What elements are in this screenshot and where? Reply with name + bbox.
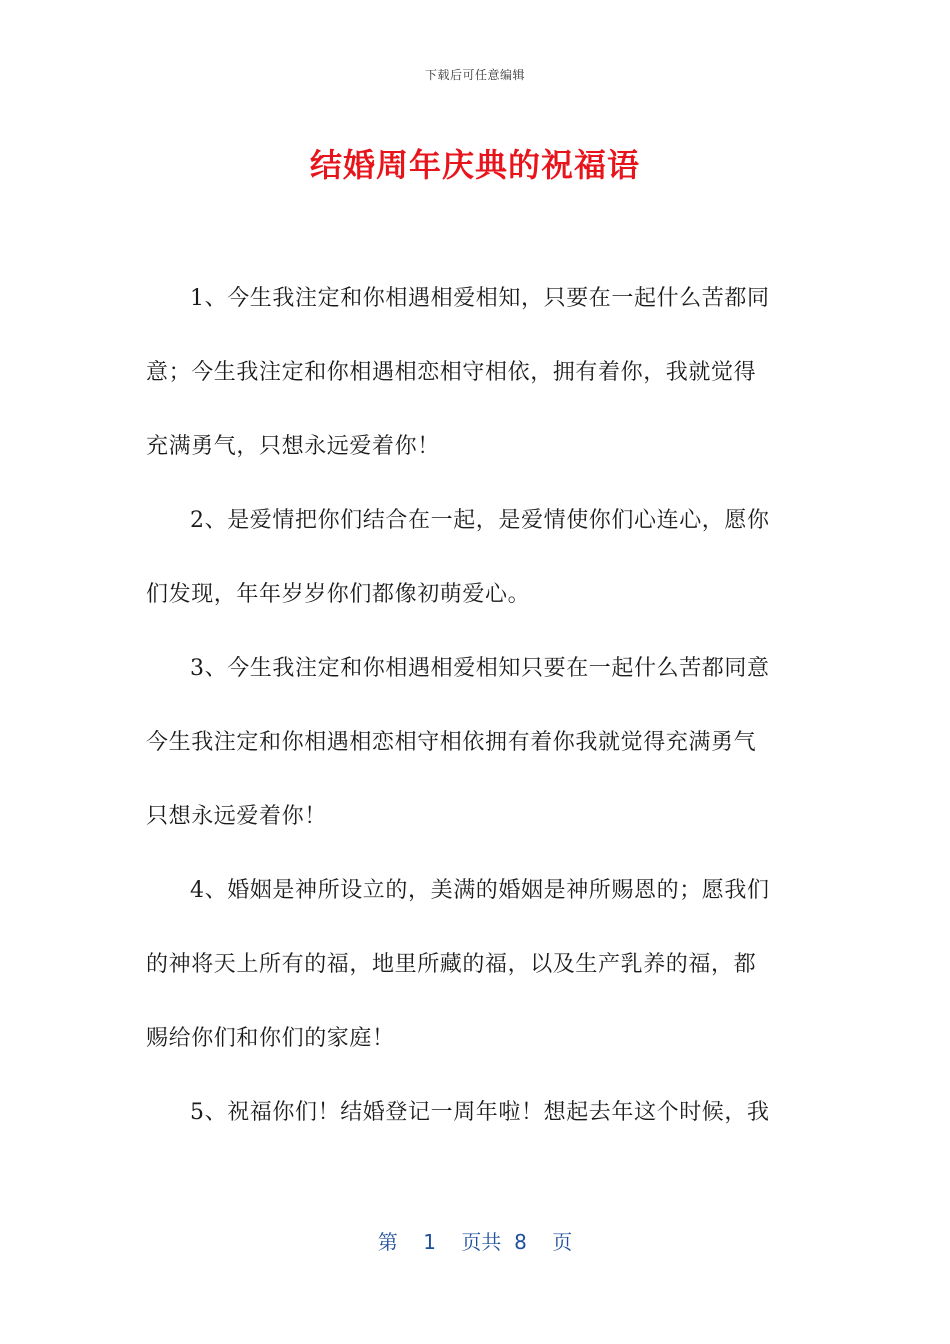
footer-label-page: 第: [377, 1230, 398, 1254]
paragraph-line: 今生我注定和你相遇相恋相守相依拥有着你我就觉得充满勇气: [146, 730, 757, 755]
document-title: 结婚周年庆典的祝福语: [309, 146, 640, 184]
header-note: 下载后可任意编辑: [424, 68, 525, 82]
footer-label-of: 页共: [461, 1230, 502, 1254]
footer-total-pages: 8: [514, 1230, 527, 1254]
paragraph-line: 4、婚姻是神所设立的，美满的婚姻是神所赐恩的；愿我们: [190, 878, 770, 903]
paragraph-2: [146, 484, 806, 632]
paragraph-line: 意；今生我注定和你相遇相恋相守相依，拥有着你，我就觉得: [146, 360, 757, 385]
paragraph-line: 的神将天上所有的福，地里所藏的福，以及生产乳养的福，都: [146, 952, 757, 977]
paragraph-line: 1、今生我注定和你相遇相爱相知，只要在一起什么苦都同: [190, 286, 770, 311]
paragraph-line: 只想永远爱着你！: [146, 804, 327, 829]
paragraph-line: 5、祝福你们！结婚登记一周年啦！想起去年这个时候，我: [190, 1100, 770, 1125]
paragraph-line: 们发现，年年岁岁你们都像初萌爱心。: [146, 582, 531, 607]
paragraph-1: [146, 262, 806, 484]
paragraph-line: 充满勇气，只想永远爱着你！: [146, 434, 440, 459]
paragraph-3: [146, 632, 806, 854]
paragraph-line: 3、今生我注定和你相遇相爱相知只要在一起什么苦都同意: [190, 656, 770, 681]
paragraph-line: 2、是爱情把你们结合在一起，是爱情使你们心连心，愿你: [190, 508, 770, 533]
footer-current-page: 1: [423, 1230, 436, 1254]
paragraph-line: 赐给你们和你们的家庭！: [146, 1026, 395, 1051]
footer-label-end: 页: [552, 1230, 573, 1254]
page-footer: [0, 1226, 950, 1255]
paragraph-4: [146, 854, 806, 1076]
document-body: [146, 262, 806, 1150]
paragraph-5: [146, 1076, 806, 1150]
